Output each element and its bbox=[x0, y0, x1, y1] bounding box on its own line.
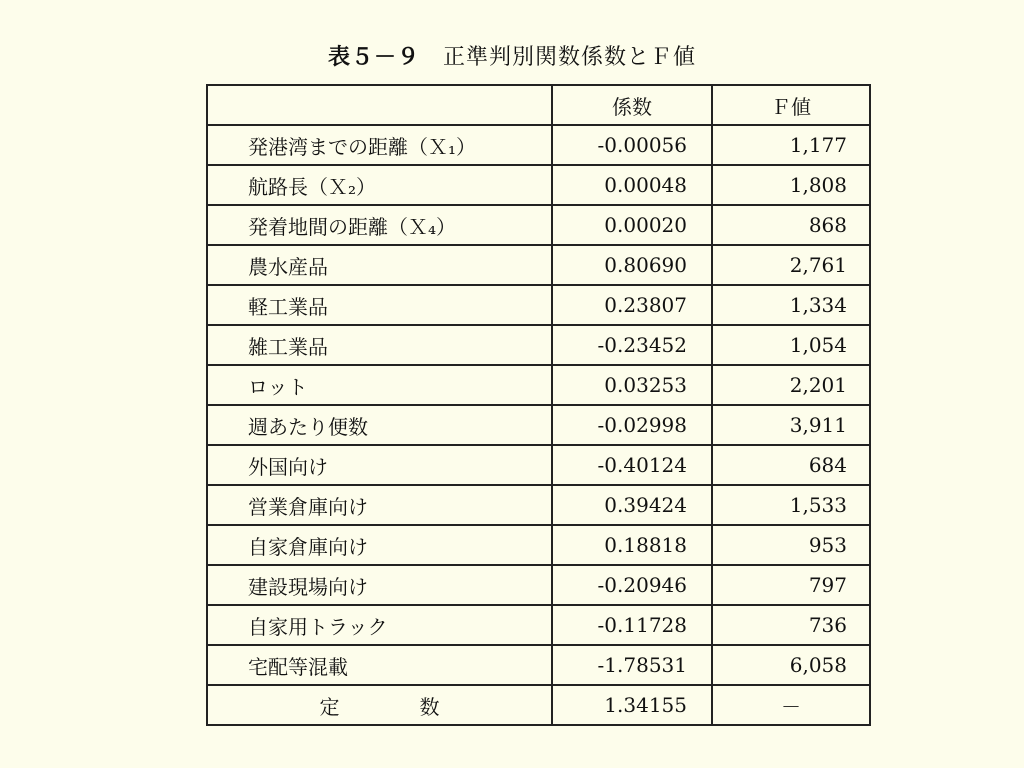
variable-name: 航路長（Ｘ₂） bbox=[207, 165, 552, 205]
coefficient-value: -0.23452 bbox=[552, 325, 712, 365]
header-row bbox=[207, 85, 870, 125]
table-title bbox=[0, 40, 1024, 71]
f-value: 1,177 bbox=[712, 125, 870, 165]
variable-name: 週あたり便数 bbox=[207, 405, 552, 445]
table-row bbox=[207, 165, 870, 205]
f-value: 953 bbox=[712, 525, 870, 565]
table-row bbox=[207, 485, 870, 525]
table-row bbox=[207, 245, 870, 285]
table-row bbox=[207, 125, 870, 165]
f-value: 1,533 bbox=[712, 485, 870, 525]
header-blank bbox=[207, 85, 552, 125]
f-value: 6,058 bbox=[712, 645, 870, 685]
variable-name: 自家用トラック bbox=[207, 605, 552, 645]
constant-f-value: － bbox=[712, 685, 870, 725]
coefficient-value: -0.20946 bbox=[552, 565, 712, 605]
coefficient-value: -0.00056 bbox=[552, 125, 712, 165]
f-value: 1,054 bbox=[712, 325, 870, 365]
coefficient-value: 0.03253 bbox=[552, 365, 712, 405]
header-coefficient: 係数 bbox=[552, 85, 712, 125]
coefficient-value: 0.00020 bbox=[552, 205, 712, 245]
coefficient-value: -0.40124 bbox=[552, 445, 712, 485]
table-row bbox=[207, 285, 870, 325]
variable-name: 農水産品 bbox=[207, 245, 552, 285]
table-row bbox=[207, 325, 870, 365]
variable-name: 営業倉庫向け bbox=[207, 485, 552, 525]
variable-name: 宅配等混載 bbox=[207, 645, 552, 685]
f-value: 3,911 bbox=[712, 405, 870, 445]
constant-row bbox=[207, 685, 870, 725]
f-value: 1,334 bbox=[712, 285, 870, 325]
variable-name: 自家倉庫向け bbox=[207, 525, 552, 565]
variable-name: 発港湾までの距離（Ｘ₁） bbox=[207, 125, 552, 165]
variable-name: 外国向け bbox=[207, 445, 552, 485]
coefficient-value: -0.02998 bbox=[552, 405, 712, 445]
table-row bbox=[207, 365, 870, 405]
header-f-value: Ｆ値 bbox=[712, 85, 870, 125]
f-value: 1,808 bbox=[712, 165, 870, 205]
table-row bbox=[207, 405, 870, 445]
variable-name: 建設現場向け bbox=[207, 565, 552, 605]
variable-name: ロット bbox=[207, 365, 552, 405]
table-row bbox=[207, 525, 870, 565]
f-value: 2,761 bbox=[712, 245, 870, 285]
coefficient-value: 0.80690 bbox=[552, 245, 712, 285]
coefficient-value: 0.18818 bbox=[552, 525, 712, 565]
f-value: 868 bbox=[712, 205, 870, 245]
coefficient-value: 0.39424 bbox=[552, 485, 712, 525]
table-row bbox=[207, 445, 870, 485]
f-value: 797 bbox=[712, 565, 870, 605]
table-row bbox=[207, 645, 870, 685]
table-caption: 正準判別関数係数とＦ値 bbox=[443, 45, 697, 70]
table-row bbox=[207, 565, 870, 605]
table-row bbox=[207, 205, 870, 245]
coefficient-value: -1.78531 bbox=[552, 645, 712, 685]
table-number: 表５－９ bbox=[327, 45, 420, 70]
variable-name: 雑工業品 bbox=[207, 325, 552, 365]
f-value: 736 bbox=[712, 605, 870, 645]
coefficient-value: -0.11728 bbox=[552, 605, 712, 645]
coefficient-value: 0.00048 bbox=[552, 165, 712, 205]
variable-name: 発着地間の距離（Ｘ₄） bbox=[207, 205, 552, 245]
constant-coefficient: 1.34155 bbox=[552, 685, 712, 725]
variable-name: 軽工業品 bbox=[207, 285, 552, 325]
table-row bbox=[207, 605, 870, 645]
f-value: 684 bbox=[712, 445, 870, 485]
coefficient-value: 0.23807 bbox=[552, 285, 712, 325]
f-value: 2,201 bbox=[712, 365, 870, 405]
constant-label: 定 数 bbox=[207, 685, 552, 725]
coefficient-table bbox=[206, 84, 871, 726]
